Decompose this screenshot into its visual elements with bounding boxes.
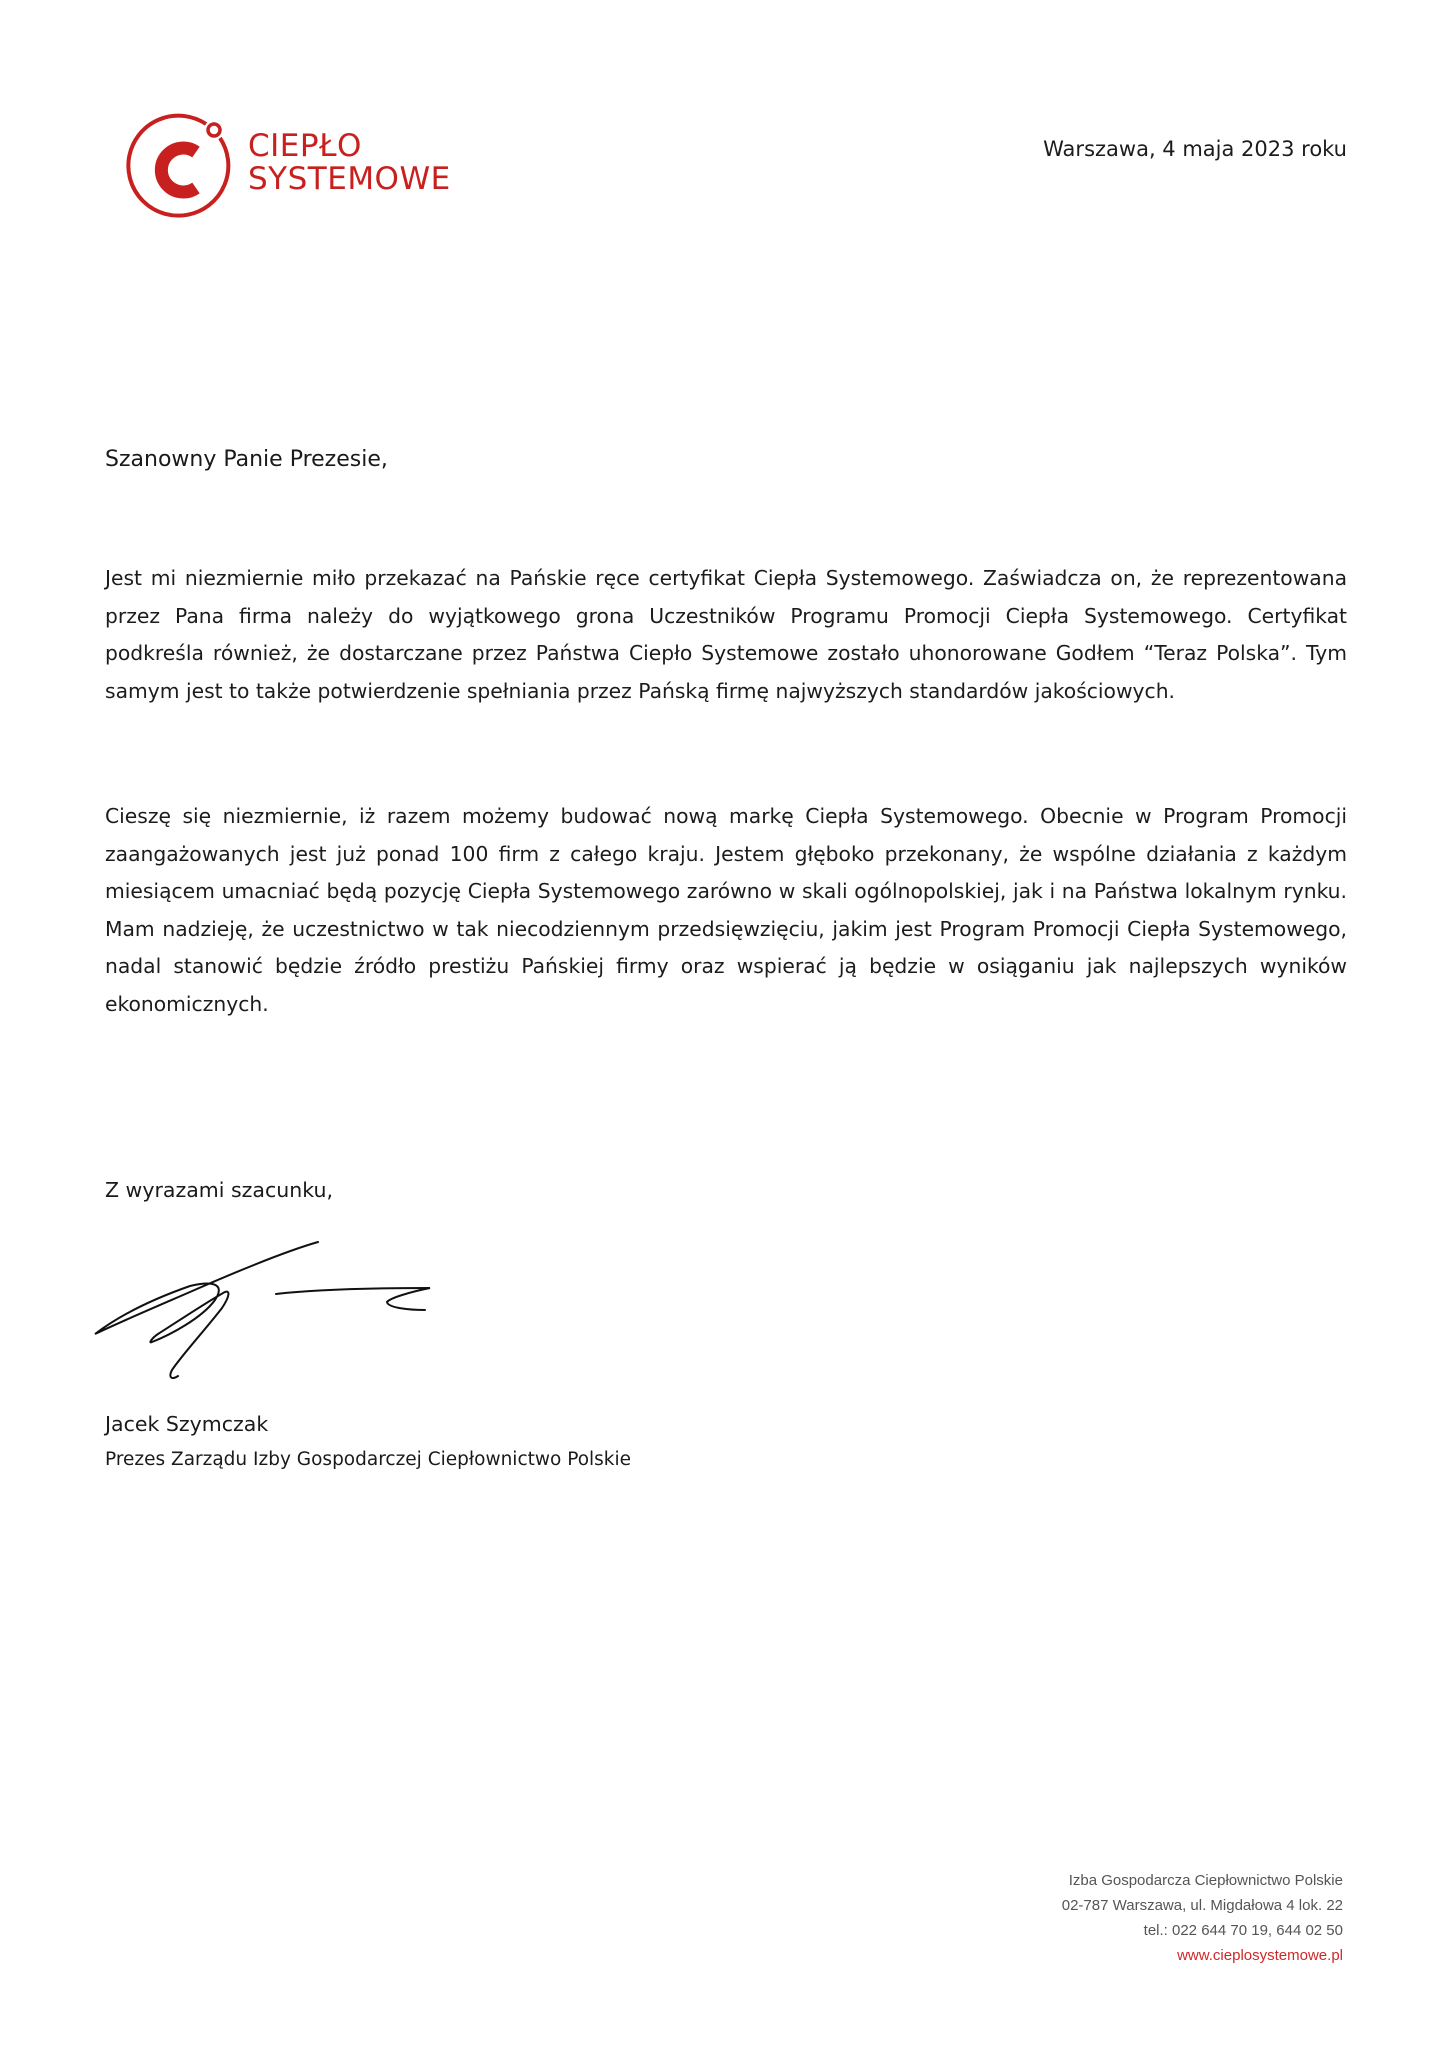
closing-phrase: Z wyrazami szacunku, [105, 1178, 333, 1202]
handwritten-signature-icon [90, 1230, 510, 1400]
logo-line-2: SYSTEMOWE [248, 161, 451, 197]
footer-contact [1062, 1868, 1343, 1968]
footer-organization: Izba Gospodarcza Ciepłownictwo Polskie [1068, 1872, 1343, 1889]
paragraph-2: Cieszę się niezmiernie, iż razem możemy budować nową markę Ciepła Systemowego. Obecnie w Program Promocji zaangażowanych jest już ponad 100 firm z całego kraju. Jestem głęboko przekonany, że wspólne działania z każdym miesiącem umacniać będą pozycję Ciepła Systemowego zarówno w skali ogólnopolskiej, jak i na Państwa lokalnym rynku. Mam nadzieję, że uczestnictwo w tak niecodziennym przedsięwzięciu, jakim jest Program Promocji Ciepła Systemowego, nadal stanowić będzie źródło prestiżu Pańskiej firmy oraz wspierać ją będzie w osiąganiu jak najlepszych wyników ekonomicznych. [105, 804, 1347, 1016]
c-circle-logo-icon [118, 108, 238, 228]
logo-wordmark [248, 130, 451, 196]
paragraph-1: Jest mi niezmiernie miło przekazać na Pańskie ręce certyfikat Ciepła Systemowego. Zaświadcza on, że reprezentowana przez Pana firma należy do wyjątkowego grona Uczestników Programu Promocji Ciepła Systemowego. Certyfikat podkreśla również, że dostarczane przez Państwa Ciepło Systemowe zostało uhonorowane Godłem “Teraz Polska”. Tym samym jest to także potwierdzenie spełniania przez Pańską firmę najwyższych standardów jakościowych. [105, 566, 1347, 703]
footer-website-link[interactable]: www.cieplosystemowe.pl [1177, 1947, 1343, 1964]
signer-title: Prezes Zarządu Izby Gospodarczej Ciepłownictwo Polskie [105, 1449, 632, 1470]
letter-date: Warszawa, 4 maja 2023 roku [1043, 137, 1347, 161]
footer-address: 02-787 Warszawa, ul. Migdałowa 4 lok. 22 [1061, 1897, 1343, 1914]
footer-phone: tel.: 022 644 70 19, 644 02 50 [1143, 1922, 1343, 1939]
signer-name: Jacek Szymczak [105, 1412, 269, 1436]
logo-line-1: CIEPŁO [248, 128, 362, 164]
greeting: Szanowny Panie Prezesie, [105, 447, 388, 472]
company-logo [118, 108, 478, 228]
